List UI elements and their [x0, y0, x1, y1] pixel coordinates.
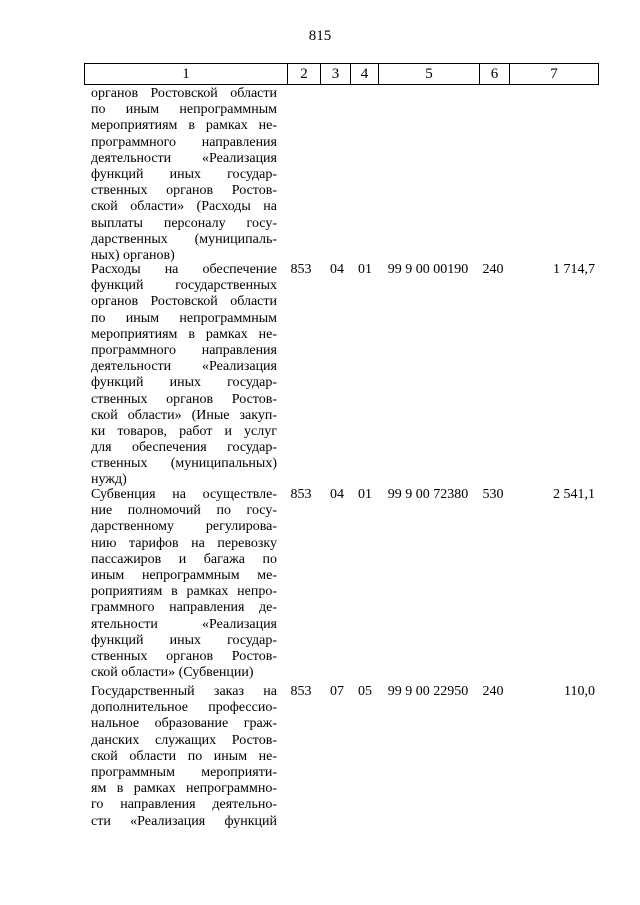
row-description: [91, 262, 277, 489]
description-line: нальное образование граж-: [91, 716, 277, 732]
description-line: Государственный заказ на: [91, 684, 277, 699]
column-header-7: 7: [510, 64, 599, 85]
description-line: программного направления: [91, 134, 277, 150]
description-line: ки товаров, работ и услуг: [91, 423, 277, 439]
description-line: ственных органов Ростов-: [91, 391, 277, 407]
cell-target-article: 99 9 00 72380: [387, 487, 469, 502]
description-line: ской области по иным не-: [91, 748, 277, 764]
cell-section: 04: [330, 487, 344, 502]
description-line: ской области» (Субвенции): [91, 665, 254, 681]
description-line: иным непрограммным ме-: [91, 567, 277, 583]
cell-amount: 1 714,7: [553, 262, 595, 277]
description-line: деятельности «Реализация: [91, 150, 277, 166]
cell-section: 04: [330, 262, 344, 277]
cell-subsection: 01: [358, 487, 372, 502]
cell-ministry-code: 853: [290, 262, 312, 277]
description-line: дарственному регулирова-: [91, 519, 277, 535]
cell-expense-type: 240: [482, 262, 504, 277]
description-line: го направления деятельно-: [91, 797, 277, 813]
description-line: сти «Реализация функций: [91, 813, 277, 829]
description-line: пассажиров и багажа по: [91, 551, 277, 567]
row-description: [91, 86, 277, 264]
description-line: функций государственных: [91, 278, 277, 294]
page-number: 815: [308, 28, 332, 44]
description-line: органов Ростовской области: [91, 294, 277, 310]
description-line: мероприятиям в рамках не-: [91, 118, 277, 134]
description-line: функций иных государ-: [91, 166, 277, 182]
description-line: данских служащих Ростов-: [91, 732, 277, 748]
cell-target-article: 99 9 00 22950: [387, 684, 469, 699]
description-line: дополнительное профессио-: [91, 700, 277, 716]
row-description: [91, 684, 277, 830]
description-line: граммного направления де-: [91, 600, 277, 616]
column-header-1: 1: [85, 64, 288, 85]
description-line: ние полномочий по госу-: [91, 503, 277, 519]
cell-expense-type: 530: [482, 487, 504, 502]
description-line: нужд): [91, 472, 127, 488]
description-line: выплаты персоналу госу-: [91, 215, 277, 231]
description-line: функций иных государ-: [91, 375, 277, 391]
description-line: деятельности «Реализация: [91, 359, 277, 375]
description-line: ственных органов Ростов-: [91, 648, 277, 664]
description-line: функций иных государ-: [91, 632, 277, 648]
column-header-5: 5: [379, 64, 480, 85]
column-header-4: 4: [351, 64, 379, 85]
description-line: программного направления: [91, 342, 277, 358]
description-line: Расходы на обеспечение: [91, 262, 277, 277]
cell-amount: 2 541,1: [553, 487, 595, 502]
cell-expense-type: 240: [482, 684, 504, 699]
cell-section: 07: [330, 684, 344, 699]
column-header-row: [84, 63, 599, 85]
description-line: нию тарифов на перевозку: [91, 535, 277, 551]
cell-target-article: 99 9 00 00190: [387, 262, 469, 277]
cell-subsection: 05: [358, 684, 372, 699]
description-line: Субвенция на осуществле-: [91, 487, 277, 502]
cell-ministry-code: 853: [290, 487, 312, 502]
column-header-3: 3: [321, 64, 351, 85]
description-line: по иным непрограммным: [91, 310, 277, 326]
description-line: ственных органов Ростов-: [91, 183, 277, 199]
row-description: [91, 487, 277, 681]
description-line: ственных (муниципальных): [91, 456, 277, 472]
description-line: ской области» (Расходы на: [91, 199, 277, 215]
description-line: ных) органов): [91, 247, 175, 263]
cell-ministry-code: 853: [290, 684, 312, 699]
column-header-6: 6: [480, 64, 510, 85]
column-header-2: 2: [288, 64, 321, 85]
description-line: дарственных (муниципаль-: [91, 231, 277, 247]
description-line: программным мероприяти-: [91, 764, 277, 780]
description-line: ям в рамках непрограммно-: [91, 781, 277, 797]
description-line: роприятиям в рамках непро-: [91, 584, 277, 600]
cell-subsection: 01: [358, 262, 372, 277]
description-line: для обеспечения государ-: [91, 440, 277, 456]
description-line: ской области» (Иные закуп-: [91, 407, 277, 423]
description-line: ятельности «Реализация: [91, 616, 277, 632]
description-line: по иным непрограммным: [91, 102, 277, 118]
cell-amount: 110,0: [564, 684, 595, 699]
description-line: мероприятиям в рамках не-: [91, 326, 277, 342]
description-line: органов Ростовской области: [91, 86, 277, 101]
